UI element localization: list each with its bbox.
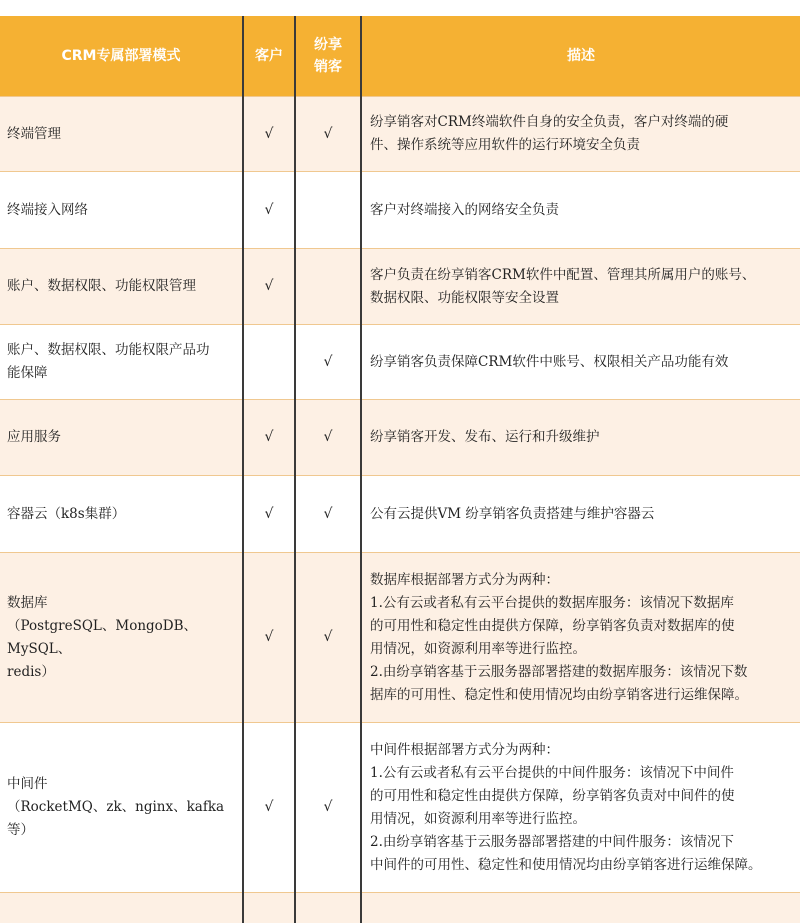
row-mode-cell (0, 723, 243, 893)
description-text-line: 据库的可用性、稳定性和使用情况均由纷享销客进行运维保障。 (370, 686, 748, 703)
description-text-line: 纷享销客开发、发布、运行和升级维护 (370, 429, 600, 445)
row-mode-cell (0, 400, 243, 476)
description-text-line: 1.公有云或者私有云平台提供的数据库服务：该情况下数据库 (370, 594, 734, 611)
row-mode-cell (0, 172, 243, 249)
table-row (0, 97, 800, 172)
table-row (0, 400, 800, 476)
customer-check: √ (243, 400, 295, 476)
description-text-line: 纷享销客负责保障CRM软件中账号、权限相关产品功能有效 (370, 353, 729, 370)
description-text-line: 中间件的可用性、稳定性和使用情况均由纷享销客进行运维保障。 (370, 856, 762, 873)
description-text-line: 的可用性和稳定性由提供方保障，纷享销客负责对数据库的使 (370, 617, 735, 634)
description-text-line: 数据库根据部署方式分为两种： (370, 571, 559, 588)
customer-check: √ (243, 553, 295, 723)
description-text-line: 纷享销客对CRM终端软件自身的安全负责，客户对终端的硬 (370, 114, 729, 130)
description-text-line: 客户对终端接入的网络安全负责 (370, 201, 559, 218)
mode-text-line: redis） (7, 663, 55, 680)
row-description-cell (361, 325, 800, 400)
row-description-cell (361, 97, 800, 172)
header-vendor-line1: 纷享 (314, 37, 342, 53)
description-text-line: 件、操作系统等应用软件的运行环境安全负责 (370, 137, 640, 153)
mode-text-line: 能保障 (7, 365, 48, 381)
description-text-line: 用情况，如资源利用率等进行监控。 (370, 640, 586, 657)
mode-text-line: 应用服务 (7, 429, 61, 445)
vendor-check: √ (295, 723, 361, 893)
row-description-cell (361, 476, 800, 553)
row-description-cell (361, 172, 800, 249)
header-customer: 客户 (243, 16, 295, 97)
mode-text-line: 等） (7, 822, 34, 838)
row-description-cell (361, 723, 800, 893)
row-mode-cell (0, 553, 243, 723)
table-row (0, 553, 800, 723)
table-row (0, 249, 800, 325)
row-mode-cell (0, 476, 243, 553)
customer-check (243, 893, 295, 923)
row-mode-cell (0, 97, 243, 172)
header-mode: CRM专属部署模式 (0, 16, 243, 97)
customer-check: √ (243, 723, 295, 893)
mode-text-line: 终端管理 (7, 125, 61, 142)
vendor-check (295, 172, 361, 249)
row-mode-cell (0, 893, 243, 923)
table-row (0, 476, 800, 553)
vendor-check (295, 893, 361, 923)
responsibility-table (0, 16, 800, 923)
mode-text-line: （PostgreSQL、MongoDB、MySQL、 (7, 617, 198, 657)
row-description-cell (361, 893, 800, 923)
vendor-check: √ (295, 476, 361, 553)
vendor-check: √ (295, 97, 361, 172)
header-description: 描述 (361, 16, 800, 97)
row-description-cell (361, 249, 800, 325)
mode-text-line: 容器云（k8s集群） (7, 505, 126, 522)
vendor-check: √ (295, 325, 361, 400)
description-text-line: 用情况，如资源利用率等进行监控。 (370, 810, 586, 827)
table-header-row (0, 16, 800, 97)
mode-text-line: 中间件 (7, 776, 48, 792)
row-mode-cell (0, 249, 243, 325)
customer-check (243, 325, 295, 400)
description-text-line: 2.由纷享销客基于云服务器部署搭建的数据库服务：该情况下数 (370, 663, 748, 680)
mode-text-line: 终端接入网络 (7, 201, 88, 218)
mode-text-line: 账户、数据权限、功能权限管理 (7, 278, 196, 294)
table-row (0, 325, 800, 400)
mode-text-line: 数据库 (7, 594, 48, 611)
description-text-line: 中间件根据部署方式分为两种： (370, 741, 559, 758)
description-text-line: 数据权限、功能权限等安全设置 (370, 289, 559, 306)
vendor-check: √ (295, 400, 361, 476)
customer-check: √ (243, 172, 295, 249)
row-description-cell (361, 553, 800, 723)
row-description-cell (361, 400, 800, 476)
table-row (0, 723, 800, 893)
description-text-line: 1.公有云或者私有云平台提供的中间件服务：该情况下中间件 (370, 764, 734, 781)
customer-check: √ (243, 476, 295, 553)
description-text-line: 2.由纷享销客基于云服务器部署搭建的中间件服务：该情况下 (370, 833, 734, 850)
header-vendor (295, 16, 361, 97)
mode-text-line: 账户、数据权限、功能权限产品功 (7, 342, 210, 358)
vendor-check (295, 249, 361, 325)
row-mode-cell (0, 325, 243, 400)
mode-text-line: （RocketMQ、zk、nginx、kafka (7, 799, 225, 815)
customer-check: √ (243, 249, 295, 325)
header-vendor-line2: 销客 (314, 59, 342, 75)
vendor-check: √ (295, 553, 361, 723)
table-row (0, 893, 800, 923)
description-text-line: 客户负责在纷享销客CRM软件中配置、管理其所属用户的账号、 (370, 266, 756, 283)
description-text-line: 公有云提供VM 纷享销客负责搭建与维护容器云 (370, 505, 655, 522)
table-row (0, 172, 800, 249)
description-text-line: 的可用性和稳定性由提供方保障，纷享销客负责对中间件的使 (370, 787, 735, 804)
customer-check: √ (243, 97, 295, 172)
